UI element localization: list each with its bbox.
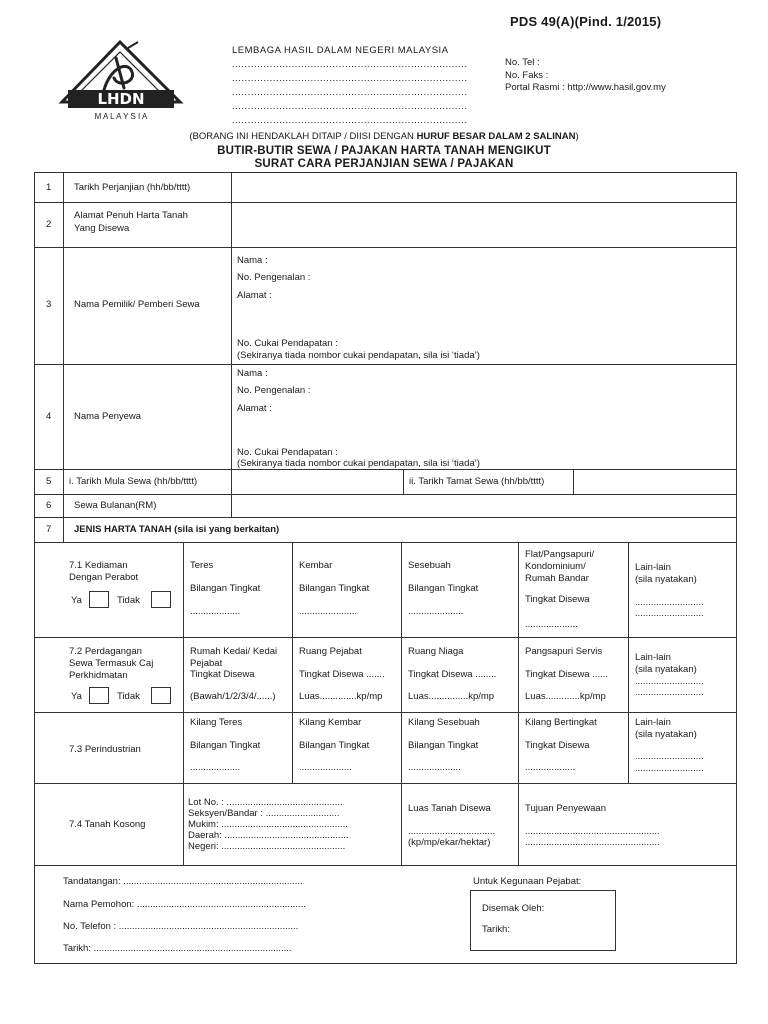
s71-sesebuah-field[interactable]: ..................... [408, 606, 464, 617]
s71-sesebuah-label: Bilangan Tingkat [408, 583, 479, 594]
s71-flat-field[interactable]: .................... [525, 619, 578, 630]
s72-lain-field-2[interactable]: .......................... [635, 687, 704, 698]
form-title-line-1: BUTIR-BUTIR SEWA / PAJAKAN HARTA TANAH MENGIKUT [217, 145, 551, 157]
s71-kembar-field[interactable]: ...................... [299, 606, 358, 617]
row-7-number: 7 [46, 524, 52, 535]
s74-luas-label: Luas Tanah Disewa [408, 803, 491, 814]
agreement-date-field[interactable] [233, 174, 735, 201]
s74-daerah-field[interactable]: Daerah: ............................................... [188, 830, 349, 841]
s73-teres: Kilang Teres [190, 717, 243, 728]
instruction-bold: HURUF BESAR DALAM 2 SALINAN [416, 131, 576, 142]
address-line-5: ........................................................................... [232, 115, 468, 126]
office-date-label: Tarikh: [482, 924, 510, 935]
s72-lain-1: Lain-lain [635, 652, 671, 663]
address-line-4: ........................................................................... [232, 101, 468, 112]
rent-end-label: ii. Tarikh Tamat Sewa (hh/bb/tttt) [409, 476, 545, 487]
portal-label: Portal Rasmi : http://www.hasil.gov.my [505, 82, 666, 93]
s71-flat-2: Kondominium/ [525, 561, 586, 572]
s72-niaga: Ruang Niaga [408, 646, 464, 657]
row-4-label: Nama Penyewa [74, 411, 142, 422]
owner-name-field[interactable]: Nama : [237, 255, 268, 266]
row-4-number: 4 [46, 411, 52, 422]
applicant-name-field[interactable]: Nama Pemohon: ................................................................ [63, 899, 306, 910]
tenant-name-field[interactable]: Nama : [237, 368, 268, 379]
s72-kedai-label: Tingkat Disewa [190, 669, 255, 680]
s72-kedai-field[interactable]: (Bawah/1/2/3/4/......) [190, 691, 276, 702]
row-6-label: Sewa Bulanan(RM) [74, 500, 157, 511]
s73-bertingkat: Kilang Bertingkat [525, 717, 597, 728]
s73-kembar-label: Bilangan Tingkat [299, 740, 370, 751]
s71-lain-2: (sila nyatakan) [635, 574, 697, 585]
s73-sesebuah-label: Bilangan Tingkat [408, 740, 479, 751]
s73-sesebuah: Kilang Sesebuah [408, 717, 480, 728]
s73-lain-field-1[interactable]: .......................... [635, 751, 704, 762]
s72-title-1: 7.2 Perdagangan [69, 646, 142, 657]
s73-lain-field-2[interactable]: .......................... [635, 763, 704, 774]
row-7-label: JENIS HARTA TANAH (sila isi yang berkaitan) [74, 524, 280, 535]
tenant-tax-field[interactable]: No. Cukai Pendapatan : [237, 447, 338, 458]
s72-niaga-luas[interactable]: Luas...............kp/mp [408, 691, 495, 702]
row-6-number: 6 [46, 500, 52, 511]
s71-flat-1: Flat/Pangsapuri/ [525, 549, 595, 560]
row-2-label-1: Alamat Penuh Harta Tanah [74, 210, 188, 221]
s71-lain-1: Lain-lain [635, 562, 671, 573]
s71-lain-field-1[interactable]: .......................... [635, 597, 704, 608]
owner-tax-field[interactable]: No. Cukai Pendapatan : [237, 338, 338, 349]
property-address-field[interactable] [233, 204, 735, 246]
instruction [0, 131, 768, 142]
s74-tujuan-field-1[interactable]: ................................................... [525, 826, 660, 837]
fax-label: No. Faks : [505, 69, 549, 81]
contact-block [505, 57, 666, 95]
s72-servis-luas[interactable]: Luas.............kp/mp [525, 691, 606, 702]
address-line-3: ........................................................................... [232, 87, 468, 98]
row-2-number: 2 [46, 219, 52, 230]
s73-bertingkat-field[interactable]: ................... [525, 762, 576, 773]
s71-flat-label: Tingkat Disewa [525, 594, 590, 605]
s71-tidak-label: Tidak [117, 595, 140, 606]
tel-label: No. Tel : [505, 57, 540, 68]
signature-field[interactable]: Tandatangan: .................................................................... [63, 876, 303, 887]
s73-sesebuah-field[interactable]: .................... [408, 762, 461, 773]
s72-title-3: Perkhidmatan [69, 670, 128, 681]
s72-servis-label[interactable]: Tingkat Disewa ...... [525, 669, 609, 680]
s73-teres-label: Bilangan Tingkat [190, 740, 261, 751]
s74-tujuan-field-2[interactable]: ................................................... [525, 837, 660, 848]
row-1-number: 1 [46, 182, 52, 193]
s72-kedai-2: Pejabat [190, 658, 223, 669]
tenant-address-field[interactable]: Alamat : [237, 403, 272, 414]
s71-teres: Teres [190, 560, 214, 571]
tenant-id-field[interactable]: No. Pengenalan : [237, 385, 311, 396]
date-field[interactable]: Tarikh: ........................................................................... [63, 943, 292, 954]
s74-negeri-field[interactable]: Negeri: ............................................... [188, 841, 346, 852]
tenant-tax-note: (Sekiranya tiada nombor cukai pendapatan, sila isi ‘tiada’) [237, 458, 480, 469]
office-use-title: Untuk Kegunaan Pejabat: [473, 876, 582, 887]
s72-lain-field-1[interactable]: .......................... [635, 676, 704, 687]
s72-servis: Pangsapuri Servis [525, 646, 603, 657]
s71-lain-field-2[interactable]: .......................... [635, 608, 704, 619]
lhdn-logo-icon [58, 38, 188, 122]
org-name: LEMBAGA HASIL DALAM NEGERI MALAYSIA [232, 45, 449, 56]
checked-by-label: Disemak Oleh: [482, 903, 545, 914]
s72-title-2: Sewa Termasuk Caj [69, 658, 154, 669]
s74-tujuan-label: Tujuan Penyewaan [525, 803, 606, 814]
logo-text: LHDN [97, 90, 145, 108]
s73-lain-2: (sila nyatakan) [635, 729, 697, 740]
office-use-box [470, 890, 616, 951]
s71-tidak-checkbox[interactable] [151, 591, 171, 608]
s74-title: 7.4 Tanah Kosong [69, 819, 146, 830]
s73-kembar: Kilang Kembar [299, 717, 362, 728]
address-line-1: ........................................................................... [232, 59, 468, 70]
form-table [34, 172, 737, 964]
s71-title-2: Dengan Perabot [69, 572, 139, 583]
s73-bertingkat-label: Tingkat Disewa [525, 740, 590, 751]
owner-address-field[interactable]: Alamat : [237, 290, 272, 301]
s72-pejabat-luas[interactable]: Luas..............kp/mp [299, 691, 383, 702]
s73-title: 7.3 Perindustrian [69, 744, 141, 755]
s71-title-1: 7.1 Kediaman [69, 560, 128, 571]
rent-start-label: i. Tarikh Mula Sewa (hh/bb/tttt) [69, 476, 198, 487]
phone-field[interactable]: No. Telefon : .................................................................... [63, 921, 299, 932]
owner-id-field[interactable]: No. Pengenalan : [237, 272, 311, 283]
s74-luas-field[interactable]: ................................. [408, 826, 496, 837]
s71-teres-field[interactable]: ................... [190, 606, 241, 617]
s72-tidak-label: Tidak [117, 691, 140, 702]
s71-ya-checkbox[interactable] [89, 591, 109, 608]
row-5-number: 5 [46, 476, 52, 487]
instruction-suffix: ) [575, 131, 579, 142]
s71-sesebuah: Sesebuah [408, 560, 451, 571]
s74-seksyen-field[interactable]: Seksyen/Bandar : ............................ [188, 808, 340, 819]
logo-subtext: M A L A Y S I A [94, 112, 148, 121]
s73-teres-field[interactable]: ................... [190, 762, 241, 773]
row-2-label-2: Yang Disewa [74, 223, 130, 234]
monthly-rent-field[interactable] [233, 496, 735, 516]
org-address-block [232, 44, 467, 128]
s71-kembar: Kembar [299, 560, 333, 571]
lhdn-logo [58, 38, 188, 122]
s74-lot-field[interactable]: Lot No. : ............................................ [188, 797, 343, 808]
s72-pejabat: Ruang Pejabat [299, 646, 362, 657]
rent-start-field[interactable] [233, 471, 401, 493]
s71-ya-label: Ya [71, 595, 82, 606]
s72-tidak-checkbox[interactable] [151, 687, 171, 704]
s71-kembar-label: Bilangan Tingkat [299, 583, 370, 594]
form-code: PDS 49(A)(Pind. 1/2015) [510, 14, 662, 29]
s72-ya-label: Ya [71, 691, 82, 702]
s72-kedai-1: Rumah Kedai/ Kedai [190, 646, 278, 657]
instruction-prefix: (BORANG INI HENDAKLAH DITAIP / DIISI DENGAN [189, 131, 417, 142]
s72-pejabat-label[interactable]: Tingkat Disewa ....... [299, 669, 385, 680]
s72-lain-2: (sila nyatakan) [635, 664, 697, 675]
row-1-label: Tarikh Perjanjian (hh/bb/tttt) [74, 182, 191, 193]
row-3-label: Nama Pemilik/ Pemberi Sewa [74, 299, 200, 310]
s71-flat-3: Rumah Bandar [525, 573, 589, 584]
rent-end-field[interactable] [575, 471, 735, 493]
s71-teres-label: Bilangan Tingkat [190, 583, 261, 594]
s72-ya-checkbox[interactable] [89, 687, 109, 704]
s74-luas-unit: (kp/mp/ekar/hektar) [408, 837, 491, 848]
s73-kembar-field[interactable]: .................... [299, 762, 352, 773]
s74-mukim-field[interactable]: Mukim: ................................................ [188, 819, 348, 830]
s73-lain-1: Lain-lain [635, 717, 671, 728]
form-title-line-2: SURAT CARA PERJANJIAN SEWA / PAJAKAN [254, 158, 514, 170]
address-line-2: ........................................................................... [232, 73, 468, 84]
owner-tax-note: (Sekiranya tiada nombor cukai pendapatan, sila isi ‘tiada’) [237, 350, 480, 361]
row-3-number: 3 [46, 299, 52, 310]
s72-niaga-label[interactable]: Tingkat Disewa ........ [408, 669, 497, 680]
